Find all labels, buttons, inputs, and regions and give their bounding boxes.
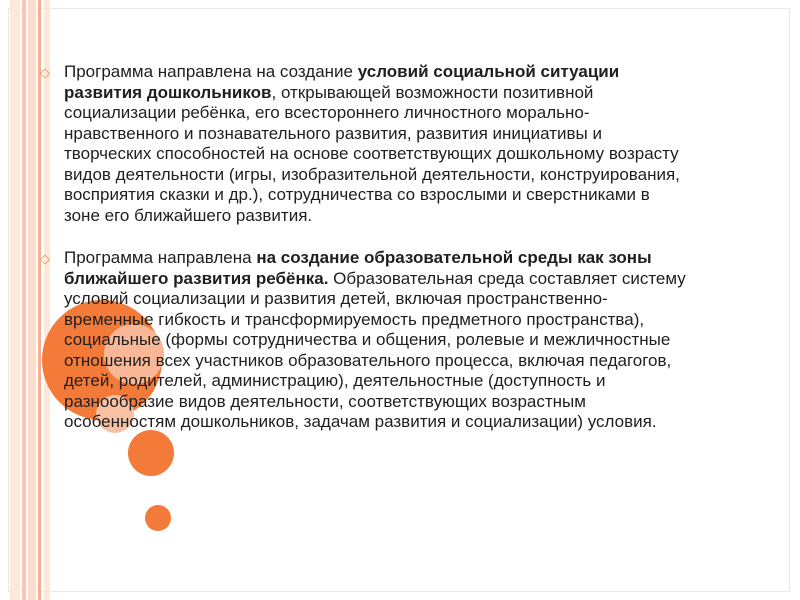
paragraph-text: Программа направлена на создание — [64, 62, 358, 81]
paragraph-text: Образовательная среда составляет систему условий социализации и развития детей, включая пространственно-временные гибкость и трансформируемость предметного пространства), социальные (формы сотрудничества и общения, ролевые и межличностные отношения всех участников образовательного процесса, включая педагогов, детей, родителей, администрацию), деятельностные (доступность и разнообразие видов деятельности, соответствующих возрастным особенностям дошкольников, задачам развития и социализации) условия. — [64, 268, 686, 431]
diamond-bullet-icon: ◇ — [40, 65, 50, 80]
small-orange-circle — [145, 505, 171, 531]
paragraph-bold-text: на создание образовательной среды как зоны ближайшего развития ребёнка. — [64, 248, 652, 288]
paragraph-1 — [40, 62, 690, 226]
paragraph-2 — [40, 248, 690, 433]
slide-content — [40, 62, 690, 455]
paragraph-text: Программа направлена — [64, 248, 257, 267]
paragraph-text: , открывающей возможности позитивной социализации ребёнка, его всестороннего личностного морально-нравственного и познавательного развития, развития инициативы и творческих способностей на основе соответствующих дошкольному возрасту видов деятельности (игры, изобразительной деятельности, конструирования, восприятия сказки и др.), сотрудничества со взрослыми и сверстниками в зоне его ближайшего развития. — [64, 82, 680, 225]
paragraph-bold-text: условий социальной ситуации развития дошкольников — [64, 62, 620, 102]
diamond-bullet-icon: ◇ — [40, 251, 50, 266]
